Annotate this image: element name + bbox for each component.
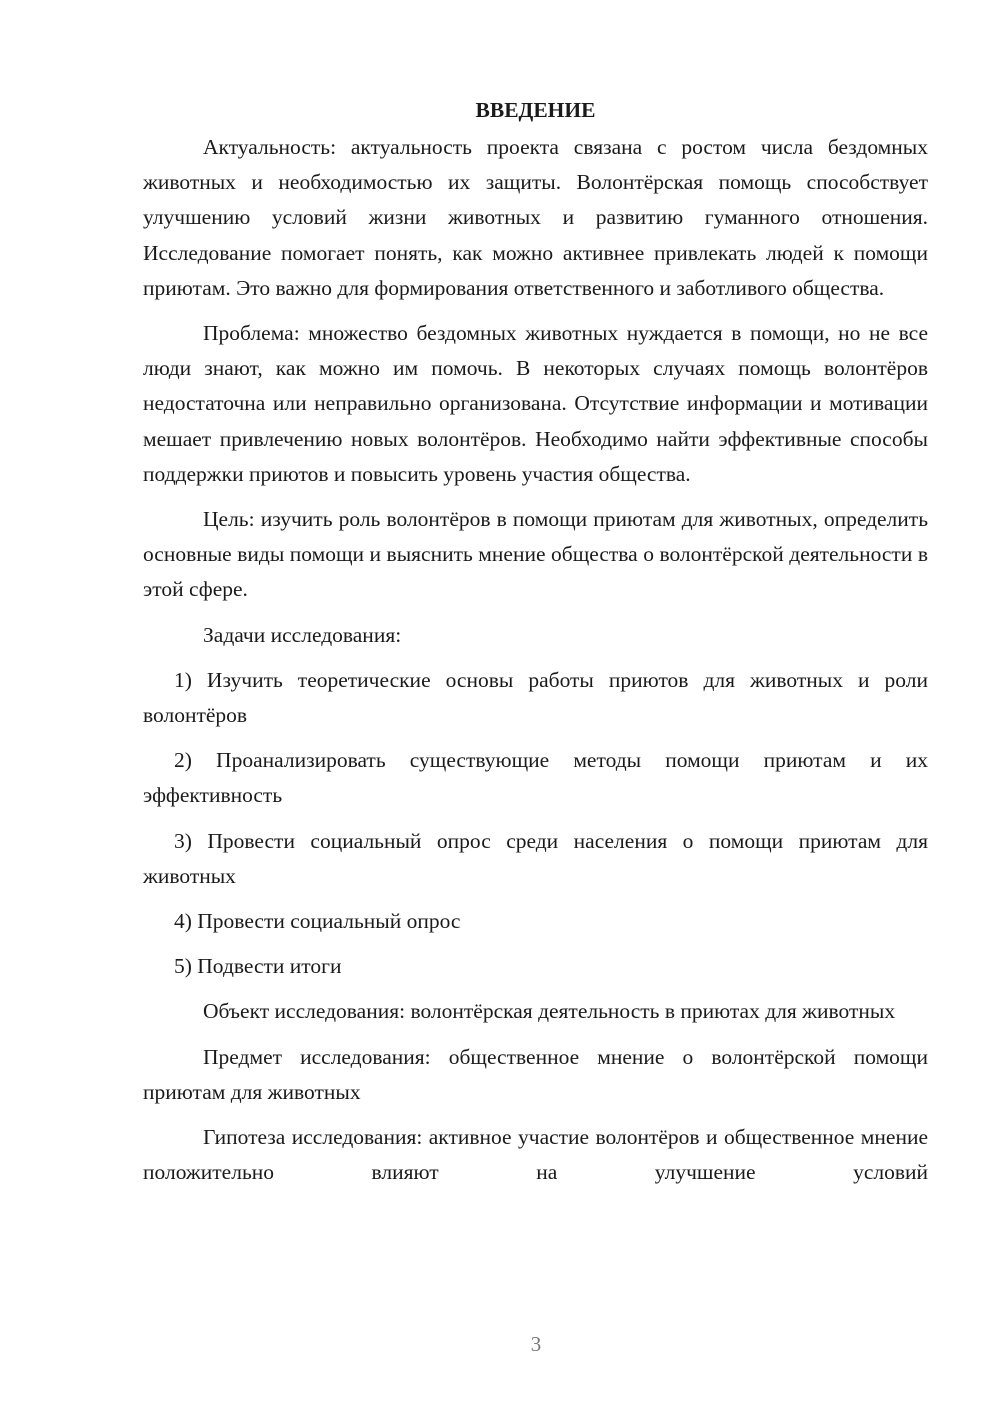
- goal-paragraph: Цель: изучить роль волонтёров в помощи приютам для животных, определить основные виды помощи и выяснить мнение общества о волонтёрской деятельности в этой сфере.: [143, 507, 928, 602]
- object-paragraph: Объект исследования: волонтёрская деятельность в приютах для животных: [203, 999, 896, 1024]
- document-page: [143, 92, 928, 1190]
- relevance-paragraph: Актуальность: актуальность проекта связана с ростом числа бездомных животных и необходимостью их защиты. Волонтёрская помощь способствует улучшению условий жизни животных и развитию гуманного отношения. Исследование помогает понять, как можно активнее привлекать людей к помощи приютам. Это важно для формирования ответственного и заботливого общества.: [143, 135, 928, 300]
- page-title: ВВЕДЕНИЕ: [475, 98, 596, 122]
- subject-paragraph: Предмет исследования: общественное мнение о волонтёрской помощи приютам для животных: [143, 1044, 928, 1104]
- page-number: 3: [530, 1332, 542, 1356]
- problem-paragraph: Проблема: множество бездомных животных нуждается в помощи, но не все люди знают, как можно им помочь. В некоторых случаях помощь волонтёров недостаточна или неправильно организована. Отсутствие информации и мотивации мешает привлечению новых волонтёров. Необходимо найти эффективные способы поддержки приютов и повысить уровень участия общества.: [143, 321, 928, 486]
- task-item-2: 2) Проанализировать существующие методы помощи приютам и их эффективность: [143, 748, 928, 808]
- task-item-1: 1) Изучить теоретические основы работы приютов для животных и роли волонтёров: [143, 667, 928, 728]
- tasks-heading: Задачи исследования:: [203, 622, 402, 647]
- task-item-5: 5) Подвести итоги: [174, 954, 342, 979]
- task-item-4: 4) Провести социальный опрос: [174, 909, 461, 934]
- task-item-3: 3) Провести социальный опрос среди населения о помощи приютам для животных: [143, 828, 928, 888]
- hypothesis-paragraph: Гипотеза исследования: активное участие волонтёров и общественное мнение положительно влияют на улучшение условий: [143, 1125, 928, 1185]
